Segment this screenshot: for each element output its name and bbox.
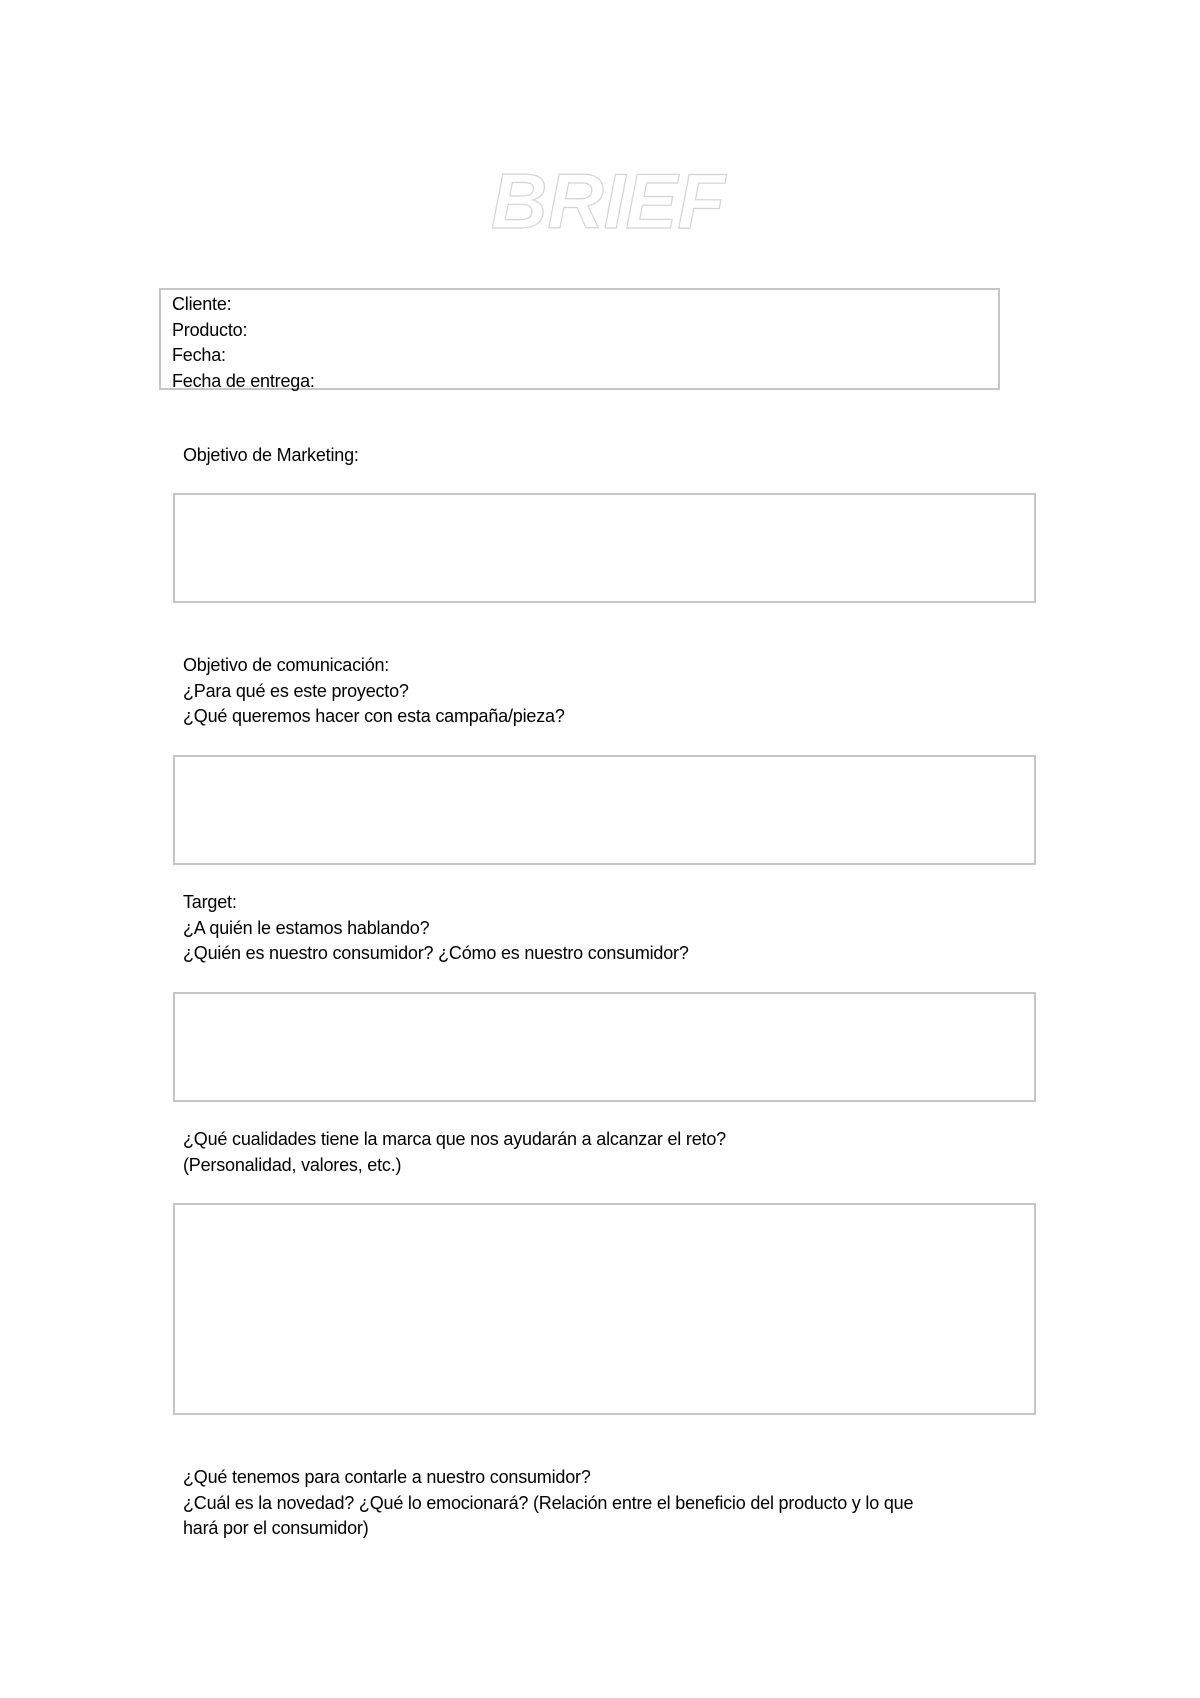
brand-qualities-answer-box[interactable] [173,1203,1036,1415]
brief-title-outline [462,160,754,242]
section-line: (Personalidad, valores, etc.) [183,1154,402,1175]
marketing-objective-answer-box[interactable] [173,493,1036,603]
section-communication-objective-label [183,653,565,730]
section-marketing-objective-label [183,443,359,469]
target-answer-box[interactable] [173,992,1036,1102]
section-line: ¿Qué cualidades tiene la marca que nos ayudarán a alcanzar el reto? [183,1129,726,1149]
section-line: Objetivo de Marketing: [183,445,359,465]
section-line: Target: [183,892,237,912]
section-line: hará por el consumidor) [183,1518,369,1538]
section-brand-qualities-label [183,1127,726,1178]
section-line: ¿Quién es nuestro consumidor? ¿Cómo es nuestro consumidor? [183,943,689,963]
communication-objective-answer-box[interactable] [173,755,1036,865]
section-line: ¿A quién le estamos hablando? [183,917,430,938]
section-line: ¿Cuál es la novedad? ¿Qué lo emocionará? (Relación entre el beneficio del producto y lo que [183,1492,914,1513]
section-line: ¿Para qué es este proyecto? [183,680,409,701]
section-consumer-message-label [183,1465,913,1542]
product-field-label: Producto: [172,319,248,340]
header-info-box [159,288,1000,390]
section-target-label [183,890,689,967]
date-field-label: Fecha: [172,345,226,365]
client-field-label: Cliente: [172,294,232,314]
section-line: ¿Qué queremos hacer con esta campaña/pieza? [183,706,565,726]
delivery-date-field-label: Fecha de entrega: [172,370,315,391]
section-line: ¿Qué tenemos para contarle a nuestro consumidor? [183,1467,591,1487]
document-title-text: BRIEF [491,160,725,242]
section-line: Objetivo de comunicación: [183,655,390,675]
document-title [462,160,754,242]
